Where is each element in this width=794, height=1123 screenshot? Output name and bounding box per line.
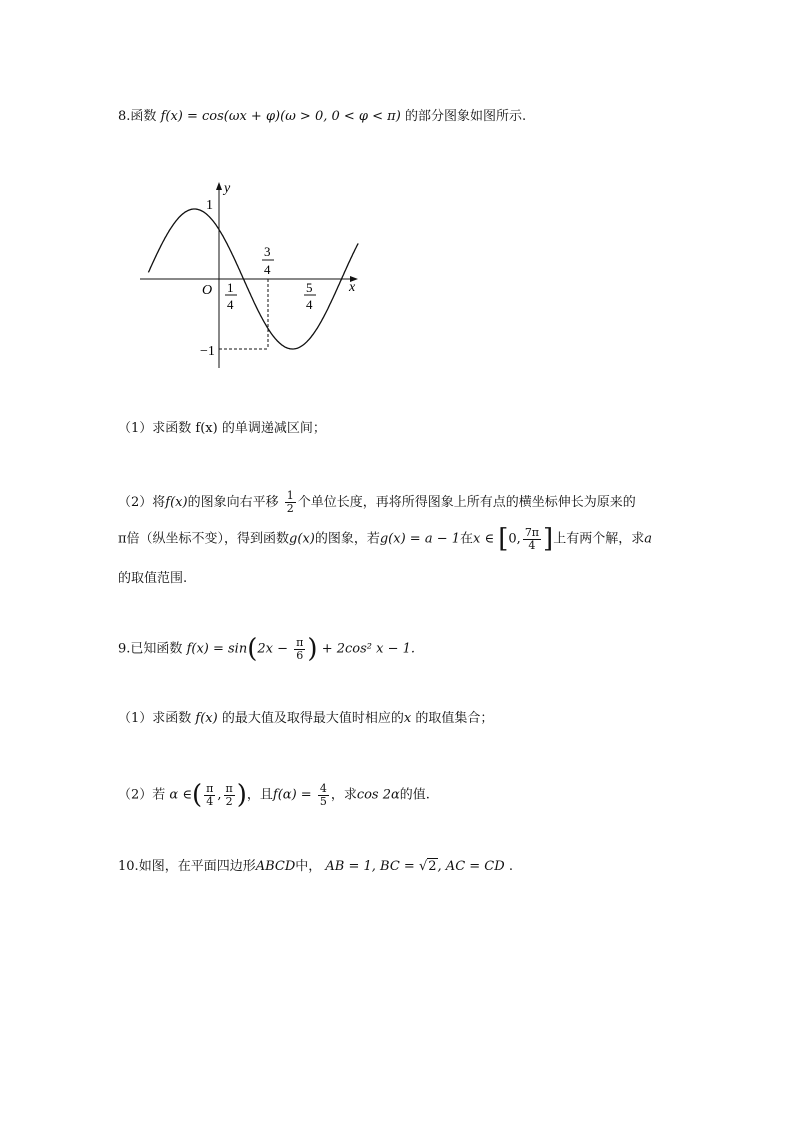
q8-part2-line2 <box>118 526 652 552</box>
q10-statement <box>118 858 513 876</box>
b-num: π <box>225 781 233 795</box>
tick-5q-num: 5 <box>306 280 313 295</box>
q9-part1-a: （1）求函数 <box>118 711 192 726</box>
q8-intro: 函数 <box>130 109 157 124</box>
bracket-right: ] <box>543 524 554 554</box>
shift-fraction <box>285 490 296 515</box>
q10-cond-b: , AC = CD <box>437 859 505 874</box>
q9-part1-fx: f(x) <box>195 711 218 726</box>
q8-statement <box>118 108 526 126</box>
y-min-label: −1 <box>200 344 215 359</box>
q8-tail: 的部分图象如图所示. <box>404 109 527 124</box>
q8-part2-f: 在 <box>460 531 474 547</box>
q9-statement <box>118 636 415 662</box>
q9-part1-x: x <box>403 711 412 726</box>
sqrt-value: 2 <box>428 859 437 874</box>
paren-left: ( <box>247 634 258 664</box>
q8-part2-g: 上有两个解，求 <box>553 531 645 547</box>
q8-part2-eq: g(x) = a − 1 <box>379 531 460 547</box>
tick-3q-den: 4 <box>264 262 271 277</box>
q10-number: 10. <box>118 859 139 874</box>
q9-part1-b: 的最大值及取得最大值时相应的 <box>221 711 404 726</box>
q9-inner: 2x − <box>257 641 289 657</box>
q9-part2-c: ，求 <box>330 787 357 803</box>
a-den: 4 <box>206 794 214 808</box>
pi-num: π <box>296 635 304 649</box>
q10-end: . <box>508 859 513 874</box>
y-axis-arrow <box>216 182 222 190</box>
q9-part2-b: ，且 <box>246 787 273 803</box>
interval-fraction <box>523 527 541 552</box>
q8-part2-a-var: a <box>644 531 652 547</box>
x-axis-label: x <box>349 280 356 295</box>
q8-part1: （1）求函数 f(x) 的单调递减区间； <box>118 421 326 436</box>
q10-intro: 如图，在平面四边形 <box>138 859 256 874</box>
bracket-left: [ <box>498 524 509 554</box>
interval-left: 0, <box>508 531 521 547</box>
tick-quarter-num: 1 <box>227 280 234 295</box>
q8-number: 8. <box>118 109 131 124</box>
shift-num: 1 <box>286 489 294 502</box>
q10-mid: 中， <box>295 859 322 874</box>
cosine-graph <box>140 178 370 378</box>
q8-part2-line3: 的取值范围. <box>118 571 188 586</box>
q10-quad: ABCD <box>255 859 296 874</box>
interval-den: 4 <box>528 538 536 552</box>
q8-part2-a: （2）将 <box>118 495 166 510</box>
q8-part2-line1 <box>118 490 636 515</box>
four-fifths <box>318 783 329 808</box>
q8-part2-gx: g(x) <box>289 531 315 547</box>
q9-part2-cos: cos 2α <box>356 787 400 803</box>
origin-label: O <box>202 283 213 298</box>
b-den: 2 <box>225 794 233 808</box>
a-num: π <box>206 781 214 795</box>
pi-over-6 <box>294 637 305 662</box>
tick-3q-num: 3 <box>264 244 271 259</box>
y-axis-label: y <box>224 181 231 196</box>
q9-intro: 已知函数 <box>130 641 183 657</box>
paren-right: ) <box>307 634 318 664</box>
q9-lhs: f(x) = sin <box>186 641 248 657</box>
shift-den: 2 <box>286 502 294 515</box>
sqrt-two: √2 <box>418 859 437 874</box>
y-max-label: 1 <box>206 198 213 213</box>
q9-part2-alpha: α ∈ <box>169 787 192 803</box>
q9-part1-c: 的取值集合； <box>415 711 494 726</box>
q8-part2-e: 的图象，若 <box>314 531 380 547</box>
pi-den: 6 <box>296 648 304 662</box>
q8-part2-b: 的图象向右平移 <box>187 495 279 510</box>
q8-part2-d: π倍（纵坐标不变），得到函数 <box>118 531 290 547</box>
q10-cond-a: AB = 1, BC = <box>325 859 415 874</box>
tick-5q-den: 4 <box>306 297 313 312</box>
q9-part2-fa: f(α) = <box>272 787 312 803</box>
tick-quarter-den: 4 <box>227 297 234 312</box>
q8-formula: f(x) = cos(ωx + φ)(ω > 0, 0 < φ < π) <box>160 109 401 124</box>
q9-number: 9. <box>118 641 131 657</box>
q9-part1 <box>118 710 493 728</box>
pi-over-2 <box>224 783 235 808</box>
interval-num: 7π <box>524 525 540 539</box>
pi-over-4 <box>204 783 215 808</box>
q9-rest: + 2cos² x − 1. <box>321 641 415 657</box>
q8-part2-fx: f(x) <box>165 495 188 510</box>
v-num: 4 <box>319 781 327 795</box>
q8-part2-c: 个单位长度，再将所得图象上所有点的横坐标伸长为原来的 <box>297 495 636 510</box>
q8-part2-x: x ∈ <box>473 531 495 547</box>
q9-part2-a: （2）若 <box>118 787 166 803</box>
close-paren: ) <box>236 780 247 810</box>
q9-part2: （2）若 α ∈( $\frac{\pi}{4}$ , $\frac{\pi}{2}$ )，且f(α) = $\frac{4}{5}$ ，求cos 2α的值. <box>118 780 430 810</box>
v-den: 5 <box>319 794 327 808</box>
q9-part2-d: 的值. <box>399 787 430 803</box>
open-paren: ( <box>191 780 203 810</box>
